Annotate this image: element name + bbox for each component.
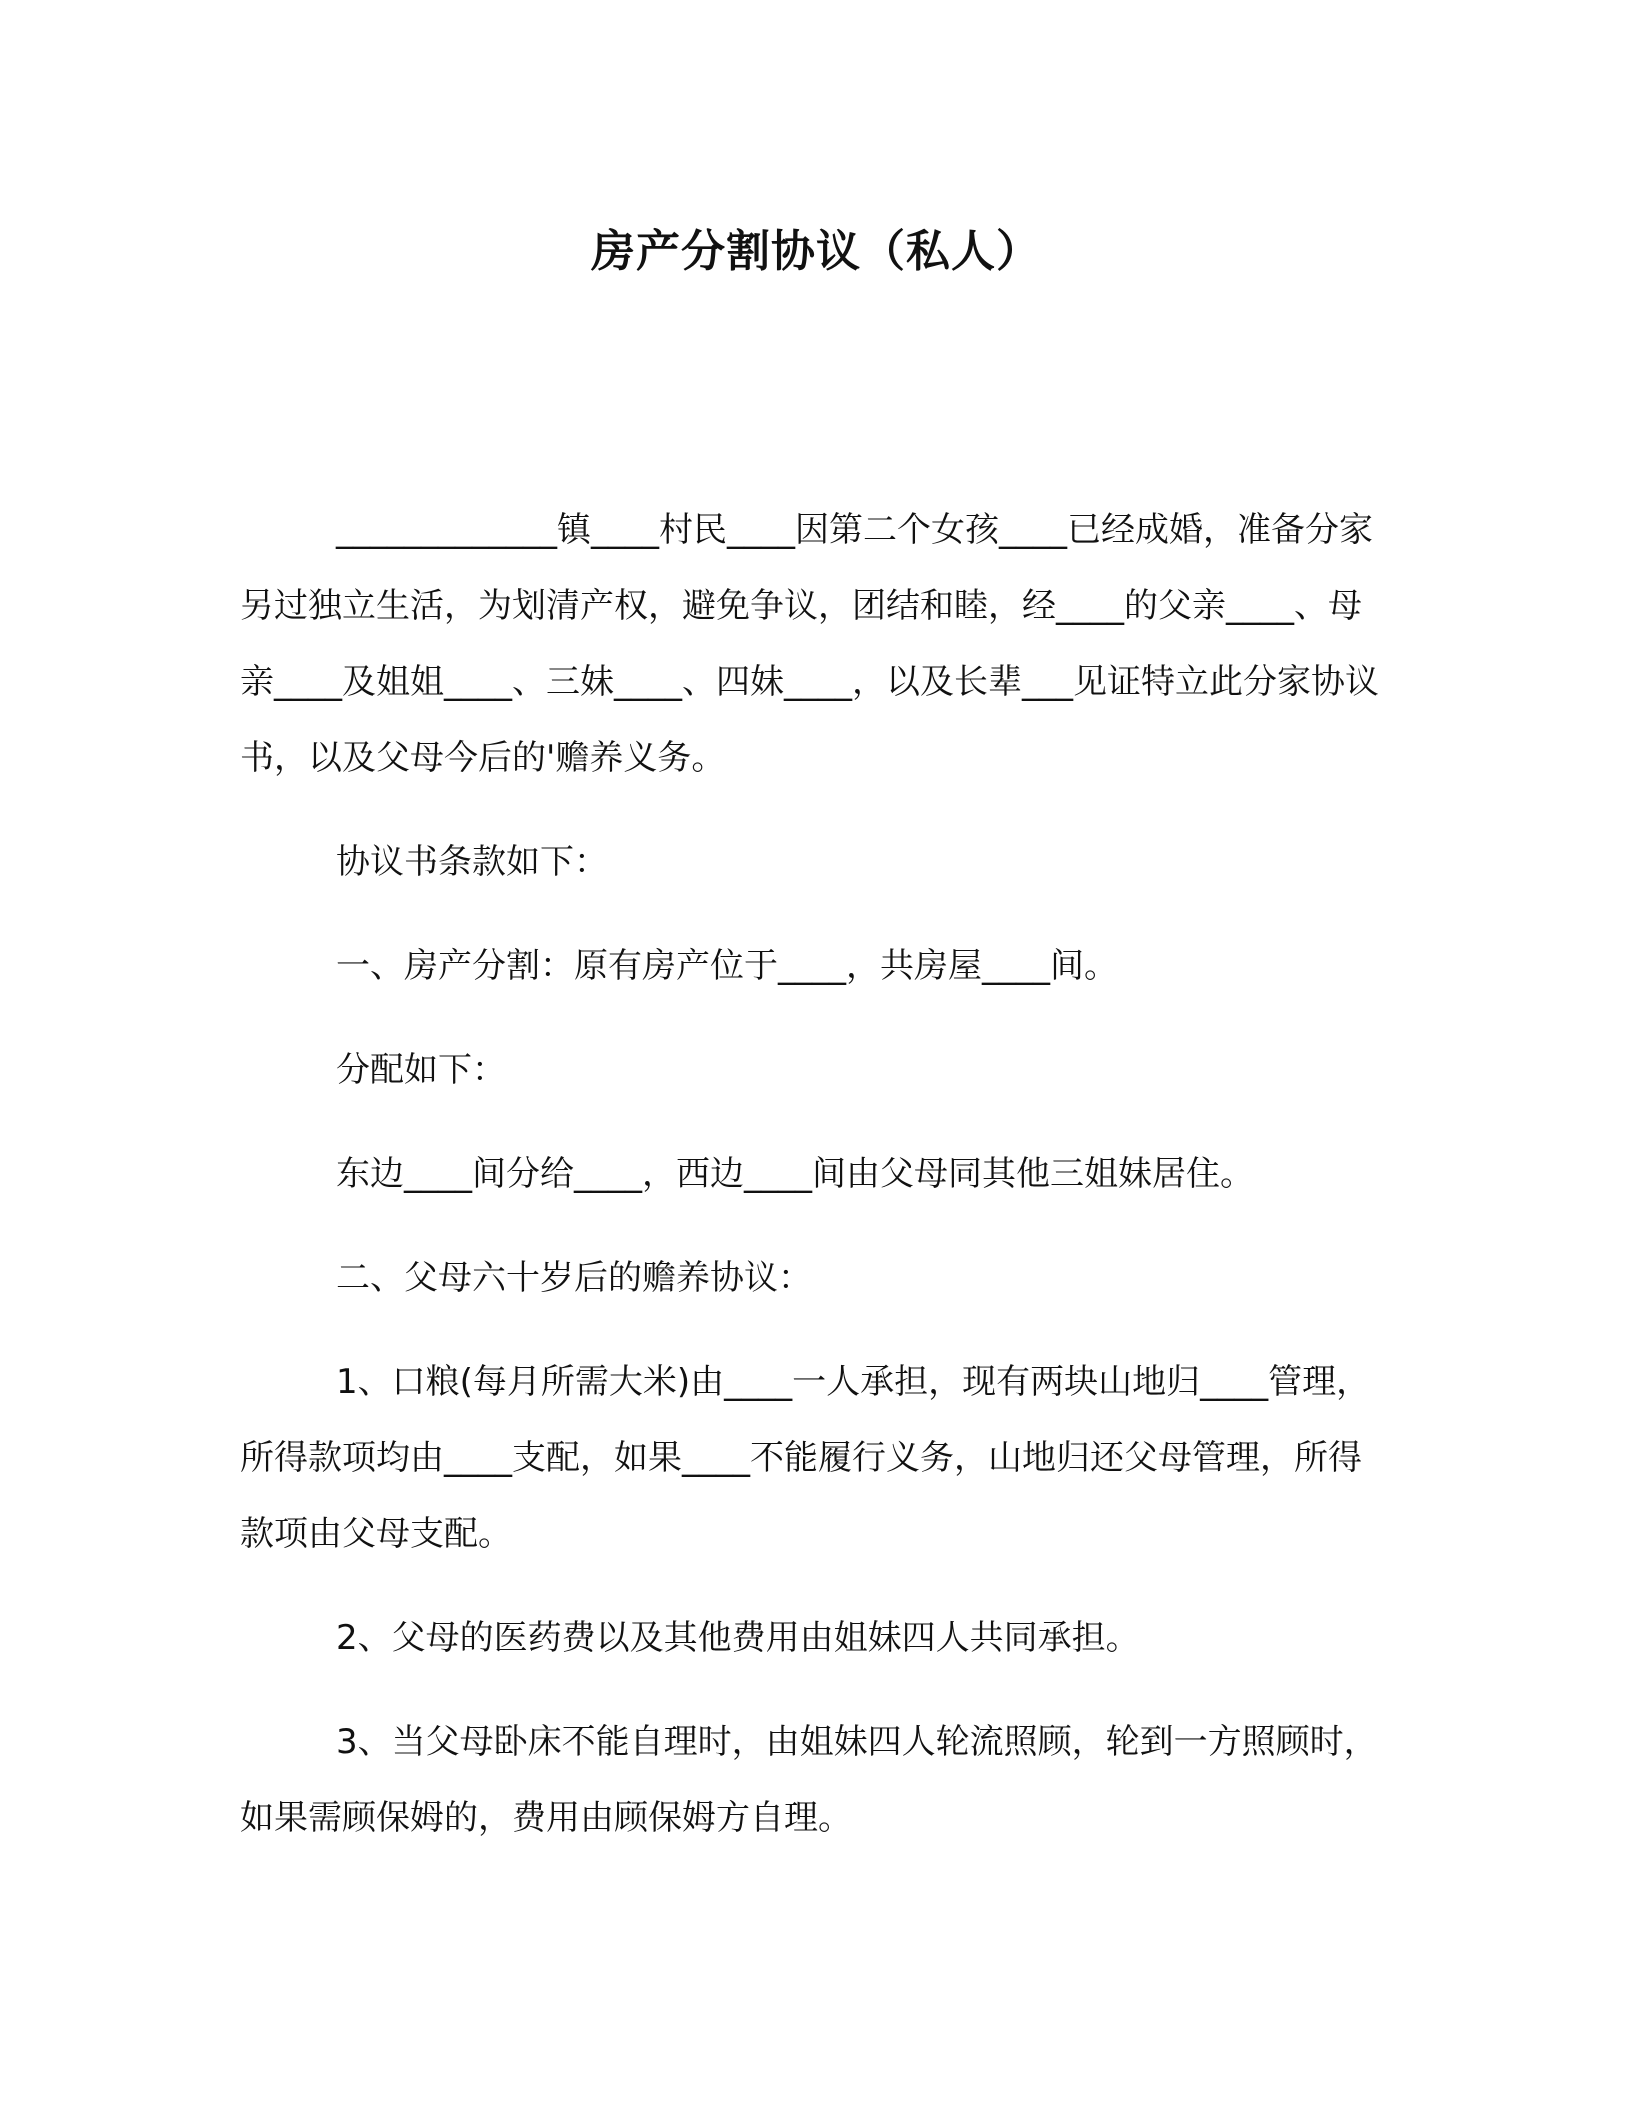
paragraph-terms-heading: 协议书条款如下： [336, 842, 608, 882]
document-title: 房产分割协议（私人） [591, 226, 1041, 277]
paragraph-clause-3: 3、当父母卧床不能自理时，由姐妹四人轮流照顾，轮到一方照顾时，如果需顾保姆的，费用由顾保姆方自理。 [240, 1722, 1378, 1838]
paragraph-intro: _____________镇____村民____因第二个女孩____已经成婚，准备分家另过独立生活，为划清产权，避免争议，团结和睦，经____的父亲____、母亲____及姐姐____、三妹____、四妹____，以及长辈___见证特立此分家协议书，以及父母今后的'赡养义务。 [240, 510, 1379, 778]
paragraph-allocation-detail: 东边____间分给____，西边____间由父母同其他三姐妹居住。 [336, 1154, 1254, 1194]
paragraph-clause-1: 1、口粮(每月所需大米)由____一人承担，现有两块山地归____管理，所得款项均由____支配，如果____不能履行义务，山地归还父母管理，所得款项由父母支配。 [240, 1362, 1371, 1554]
paragraph-support-heading: 二、父母六十岁后的赡养协议： [336, 1258, 812, 1298]
paragraph-clause-2: 2、父母的医药费以及其他费用由姐妹四人共同承担。 [336, 1618, 1140, 1658]
paragraph-property-division: 一、房产分割：原有房产位于____，共房屋____间。 [336, 946, 1118, 986]
document-body [240, 492, 1380, 1884]
paragraph-allocation-heading: 分配如下： [336, 1050, 506, 1090]
